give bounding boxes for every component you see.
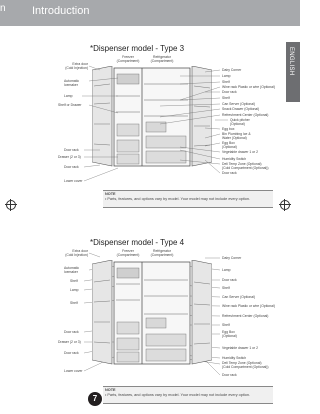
note-text: • Parts, features, and options vary by model. Your model may not include every option. — [105, 197, 251, 201]
left-label: Extra door (Cold Injection) — [65, 62, 88, 70]
right-label: Dairy Corner — [222, 256, 242, 260]
left-label: Shelf — [70, 301, 78, 305]
right-label: Can Server (Optional) — [222, 295, 255, 299]
freezer-door — [92, 260, 112, 364]
right-label: Refreshment Center (Optional) — [222, 113, 269, 117]
right-label: Quick pitcher (Optional) — [230, 118, 250, 126]
left-label: Automatic Icemaker — [64, 79, 80, 87]
right-label: Snack Drawer (Optional) — [222, 107, 260, 111]
left-label: Drawer (2 or 3) — [58, 340, 81, 344]
right-label: Shelf — [222, 96, 230, 100]
top-label: Freezer (Compartment) — [116, 55, 140, 63]
right-label: Vegetable drawer 1 or 2 — [222, 150, 259, 154]
right-label: Egg Box (Optional) — [222, 141, 237, 149]
right-label: Egg Box (Optional) — [222, 330, 237, 338]
right-label: Door rack — [222, 278, 237, 282]
right-label: Shelf — [222, 80, 230, 84]
right-label: Deli Temp Zone (Optional) (Cold Compartment (Optional)) — [222, 162, 269, 170]
left-label: Door rack — [64, 165, 79, 169]
left-label: Extra door (Cold Injection) — [65, 249, 88, 257]
left-label: Automatic Icemaker — [64, 266, 80, 274]
right-label: Wine rack Plastic or wire (Optional) — [222, 85, 275, 89]
refrigerator-type4-diagram — [92, 260, 212, 372]
left-label: Door rack — [64, 351, 79, 355]
right-label: Wine rack Plastic or wire (Optional) — [222, 304, 275, 308]
right-label: Shelf — [222, 286, 230, 290]
note-box — [103, 386, 273, 404]
top-label: Refrigerator (Compartment) — [150, 249, 174, 257]
right-label: Lamp — [222, 74, 231, 78]
note-heading: NOTE — [105, 388, 116, 392]
right-label: Egg box — [222, 127, 235, 131]
left-label: Lower cover — [64, 369, 83, 373]
language-tab-label: ENGLISH — [288, 47, 294, 76]
note-text: • Parts, features, and options vary by model. Your model may not include every option. — [105, 393, 251, 397]
left-label: Shelf — [70, 279, 78, 283]
left-label: Lower cover — [64, 179, 83, 183]
header-left-text: n — [0, 3, 6, 14]
right-label: Refreshment Center (Optional) — [222, 314, 269, 318]
dispenser-type3-title: *Dispenser model - Type 3 — [90, 44, 185, 53]
left-label: Door rack — [64, 148, 79, 152]
right-label: Shelf — [222, 323, 230, 327]
left-label: Shelf or Drawer — [58, 103, 82, 107]
right-label: Deli Temp Zone (Optional) (Cold Compartment (Optional)) — [222, 361, 269, 369]
fridge-door — [192, 260, 212, 364]
top-label: Freezer (Compartment) — [116, 249, 140, 257]
right-label: Vegetable drawer 1 or 2 — [222, 346, 259, 350]
left-label: Lamp — [70, 288, 79, 292]
right-label: Door rack — [222, 90, 237, 94]
right-label: Dairy Corner — [222, 68, 242, 72]
right-label: Humidity Switch — [222, 157, 247, 161]
right-label: Door rack — [222, 373, 237, 377]
right-label: Bin Plumbing Ice & Water (Optional) — [222, 132, 251, 140]
right-label: Lamp — [222, 268, 231, 272]
dispenser-type4-title: *Dispenser model - Type 4 — [90, 238, 185, 247]
right-label: Can Server (Optional) — [222, 102, 255, 106]
note-box — [103, 190, 273, 208]
right-label: Door rack — [222, 171, 237, 175]
left-label: Door rack — [64, 330, 79, 334]
left-label: Lamp — [64, 94, 73, 98]
note-heading: NOTE — [105, 192, 116, 196]
right-label: Humidity Switch — [222, 356, 247, 360]
section-title: Introduction — [32, 5, 90, 17]
page-number-badge: 7 — [88, 392, 102, 406]
left-label: Drawer (2 or 3) — [58, 155, 81, 159]
top-label: Refrigerator (Compartment) — [150, 55, 174, 63]
